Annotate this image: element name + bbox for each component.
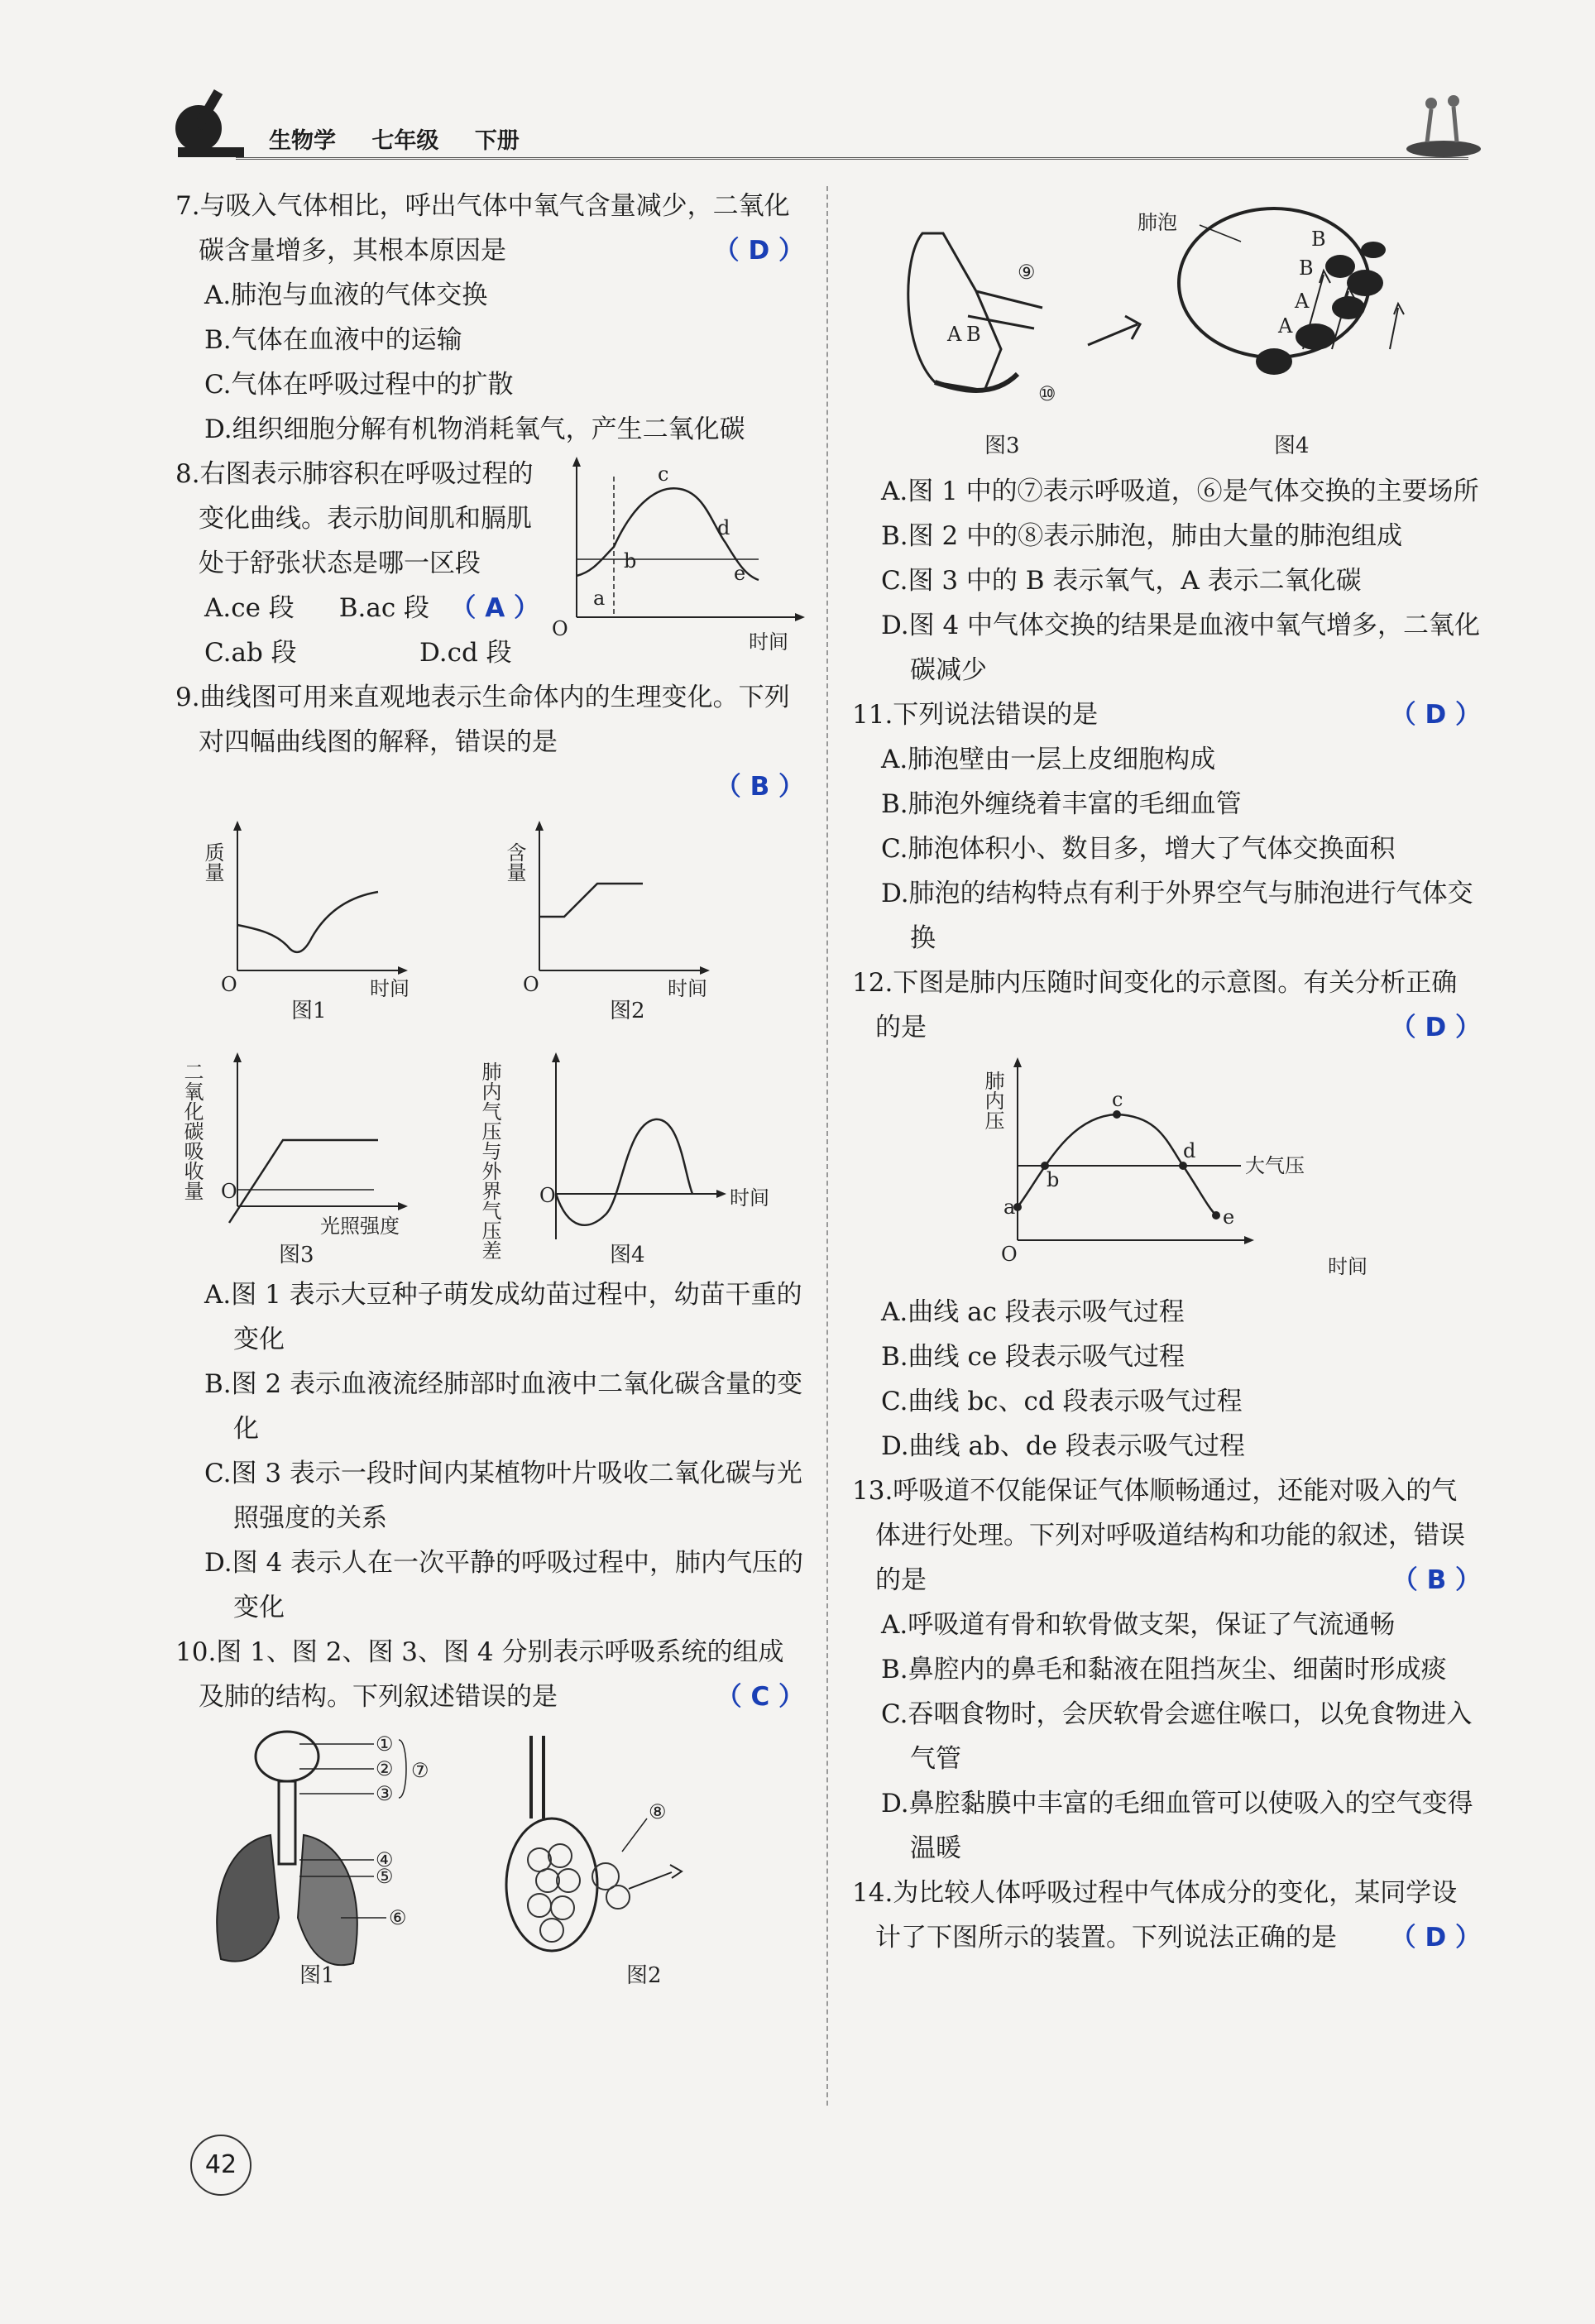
q10-fig3-alveolus-capillary	[908, 233, 1056, 458]
microscope-icon	[170, 83, 244, 161]
q10-fig4-label-b1: B	[1311, 228, 1326, 251]
q9-fig4-ylabel: 肺内气压与外界气压差	[478, 1061, 501, 1260]
q12-option-a: A.曲线 ac 段表示吸气过程	[881, 1297, 1185, 1327]
q9-fig1-origin: O	[221, 973, 237, 996]
q9-fig2-xlabel: 时间	[668, 977, 707, 1000]
q8-xlabel: 时间	[749, 630, 788, 650]
q10-fig4-label-alveolus: 肺泡	[1138, 211, 1177, 234]
right-column	[852, 184, 1481, 1960]
q10-fig4-caption: 图4	[1274, 434, 1310, 458]
q9-fig1-caption: 图1	[291, 999, 327, 1023]
question-11	[852, 692, 1481, 961]
q12-point-d: d	[1183, 1139, 1196, 1162]
q12-xlabel: 时间	[1328, 1255, 1367, 1278]
q8-lung-volume-chart	[544, 452, 808, 650]
q11-option-a: A.肺泡壁由一层上皮细胞构成	[881, 745, 1216, 774]
q10-option-d: D.图 4 中气体交换的结果是血液中氧气增多，二氧化碳减少	[881, 611, 1481, 685]
q10-fig2-alveoli	[506, 1736, 682, 1988]
q12-point-a: a	[1003, 1196, 1016, 1219]
q10-fig1-label-1: ①	[376, 1732, 394, 1756]
q13-option-a: A.呼吸道有骨和软骨做支架，保证了气流通畅	[881, 1610, 1396, 1640]
q8-point-a: a	[593, 587, 606, 610]
q8-option-c: C.ab 段	[204, 638, 297, 668]
q13-stem: 13.呼吸道不仅能保证气体顺畅通过，还能对吸入的气体进行处理。下列对呼吸道结构和功能的叙述，错误的是	[852, 1476, 1465, 1595]
q13-option-c: C.吞咽食物时，会厌软骨会遮住喉口，以免食物进入气管	[881, 1699, 1473, 1774]
column-divider	[826, 186, 828, 2106]
question-7	[175, 184, 804, 452]
q8-option-d: D.cd 段	[419, 638, 512, 668]
q10-fig3-label-10: ⑩	[1038, 382, 1056, 405]
q11-option-d: D.肺泡的结构特点有利于外界空气与肺泡进行气体交换	[881, 879, 1473, 953]
question-10	[175, 1630, 804, 1992]
q7-option-c: C.气体在呼吸过程中的扩散	[204, 370, 514, 400]
q10-fig4-label-a2: A	[1278, 314, 1293, 338]
q10-fig1-caption: 图1	[299, 1963, 335, 1988]
q9-fig3	[180, 1052, 408, 1267]
question-12	[852, 961, 1481, 1469]
q10-fig3-label-b: B	[966, 323, 981, 346]
q7-option-d: D.组织细胞分解有机物消耗氧气，产生二氧化碳	[204, 414, 745, 444]
q13-option-d: D.鼻腔黏膜中丰富的毛细血管可以使吸入的空气变得温暖	[881, 1789, 1473, 1863]
q9-fig1-ylabel: 质量	[201, 842, 224, 882]
question-14	[852, 1871, 1481, 1960]
arrow-icon	[1088, 316, 1140, 345]
q10-fig4-label-b2: B	[1299, 256, 1314, 280]
q8-stem: 8.右图表示肺容积在呼吸过程的变化曲线。表示肋间肌和膈肌处于舒张状态是哪一区段	[175, 459, 534, 578]
q12-answer: （ D ）	[1390, 1013, 1481, 1042]
dancers-icon	[1402, 83, 1485, 157]
q9-fig4-caption: 图4	[610, 1243, 645, 1267]
q9-fig1-xlabel: 时间	[370, 977, 410, 1000]
question-9	[175, 675, 804, 1630]
q10-fig4-gas-exchange	[1138, 208, 1404, 458]
q10-fig1-label-4: ④	[376, 1848, 394, 1871]
q8-point-d: d	[717, 516, 730, 539]
question-13	[852, 1469, 1481, 1871]
q10-answer: （ C ）	[716, 1682, 804, 1712]
q9-fig2	[503, 821, 710, 1023]
q9-figures	[175, 809, 804, 1272]
q8-answer: （ A ）	[450, 593, 539, 623]
q14-answer: （ D ）	[1390, 1923, 1481, 1953]
q8-point-c: c	[658, 462, 669, 486]
q11-option-b: B.肺泡外缠绕着丰富的毛细血管	[881, 789, 1242, 819]
left-column	[175, 184, 804, 1992]
q12-ref-label: 大气压	[1245, 1154, 1305, 1177]
q11-stem: 11.下列说法错误的是	[852, 700, 1099, 730]
header-grade: 七年级	[371, 128, 439, 154]
q9-option-b: B.图 2 表示血液流经肺部时血液中二氧化碳含量的变化	[204, 1369, 803, 1444]
q8-option-a: A.ce 段	[204, 593, 295, 623]
q9-fig2-ylabel: 含量	[503, 842, 526, 882]
question-8	[175, 452, 804, 675]
q12-ylabel: 肺内压	[981, 1071, 1004, 1130]
q10-fig2-label-8: ⑧	[649, 1800, 667, 1823]
q8-origin: O	[552, 617, 568, 640]
q9-fig4	[478, 1052, 769, 1267]
q11-option-c: C.肺泡体积小、数目多，增大了气体交换面积	[881, 834, 1396, 864]
header-subject: 生物学	[269, 128, 336, 154]
q9-fig4-origin: O	[539, 1184, 556, 1207]
q10-fig3-label-a: A	[947, 323, 962, 346]
q9-fig2-origin: O	[523, 973, 539, 996]
q9-fig4-xlabel: 时间	[730, 1186, 769, 1210]
q10-fig1-label-3: ③	[376, 1782, 394, 1805]
q13-option-b: B.鼻腔内的鼻毛和黏液在阻挡灰尘、细菌时形成痰	[881, 1655, 1447, 1684]
header-rule	[236, 157, 1468, 160]
q9-fig3-origin: O	[221, 1180, 237, 1203]
q10-option-b: B.图 2 中的⑧表示肺泡，肺由大量的肺泡组成	[881, 521, 1403, 551]
q10-figures-3-4	[852, 184, 1481, 469]
page-number: 42	[190, 2135, 251, 2196]
q10-fig1-label-6: ⑥	[389, 1906, 407, 1929]
q12-lung-pressure-chart	[852, 1050, 1481, 1290]
q7-answer: （ D ）	[713, 236, 804, 266]
q9-option-c: C.图 3 表示一段时间内某植物叶片吸收二氧化碳与光照强度的关系	[204, 1459, 802, 1533]
q12-point-b: b	[1047, 1168, 1060, 1191]
q9-answer: （ B ）	[715, 772, 804, 802]
q10-fig2-caption: 图2	[626, 1963, 662, 1988]
q9-fig3-xlabel: 光照强度	[320, 1215, 400, 1238]
q10-option-a: A.图 1 中的⑦表示呼吸道，⑥是气体交换的主要场所	[881, 477, 1479, 506]
q13-answer: （ B ）	[1391, 1565, 1481, 1595]
q10-fig1-respiratory-system	[217, 1732, 429, 1988]
q7-option-a: A.肺泡与血液的气体交换	[204, 280, 488, 310]
q8-point-e: e	[734, 562, 746, 585]
q10-fig3-caption: 图3	[984, 434, 1020, 458]
q9-stem: 9.曲线图可用来直观地表示生命体内的生理变化。下列对四幅曲线图的解释，错误的是	[175, 683, 790, 757]
header-title	[269, 122, 548, 155]
q11-answer: （ D ）	[1390, 700, 1481, 730]
q10-fig1-label-5: ⑤	[376, 1865, 394, 1888]
q10-fig4-label-a1: A	[1295, 290, 1310, 313]
q14-stem: 14.为比较人体呼吸过程中气体成分的变化，某同学设计了下图所示的装置。下列说法正确的是	[852, 1878, 1458, 1953]
q10-stem: 10.图 1、图 2、图 3、图 4 分别表示呼吸系统的组成及肺的结构。下列叙述错误的是	[175, 1637, 784, 1712]
q7-stem: 7.与吸入气体相比，呼出气体中氧气含量减少，二氧化碳含量增多，其根本原因是	[175, 191, 790, 266]
q10-fig3-label-9: ⑨	[1018, 261, 1036, 284]
q12-origin: O	[1001, 1243, 1018, 1266]
header-volume: 下册	[474, 128, 520, 154]
q8-point-b: b	[624, 549, 637, 573]
q10-fig1-label-7: ⑦	[411, 1759, 429, 1782]
page-header	[170, 83, 1493, 165]
q12-option-c: C.曲线 bc、cd 段表示吸气过程	[881, 1387, 1243, 1416]
q12-option-b: B.曲线 ce 段表示吸气过程	[881, 1342, 1185, 1372]
q12-option-d: D.曲线 ab、de 段表示吸气过程	[881, 1431, 1245, 1461]
q8-option-b: B.ac 段	[338, 593, 430, 623]
q9-option-a: A.图 1 表示大豆种子萌发成幼苗过程中，幼苗干重的变化	[204, 1280, 802, 1354]
q7-option-b: B.气体在血液中的运输	[204, 325, 462, 355]
q10-fig1-label-2: ②	[376, 1757, 394, 1780]
q12-point-c: c	[1112, 1088, 1123, 1111]
q12-point-e: e	[1223, 1205, 1235, 1229]
q9-fig3-ylabel: 二氧化碳吸收量	[180, 1061, 204, 1200]
q9-fig2-caption: 图2	[610, 999, 645, 1023]
q12-stem: 12.下图是肺内压随时间变化的示意图。有关分析正确的是	[852, 968, 1458, 1042]
q9-fig1	[201, 821, 410, 1023]
q9-fig3-caption: 图3	[279, 1243, 314, 1267]
q10-figures	[175, 1719, 804, 1992]
q9-option-d: D.图 4 表示人在一次平静的呼吸过程中，肺内气压的变化	[204, 1548, 804, 1622]
q10-option-c: C.图 3 中的 B 表示氧气，A 表示二氧化碳	[881, 566, 1362, 596]
